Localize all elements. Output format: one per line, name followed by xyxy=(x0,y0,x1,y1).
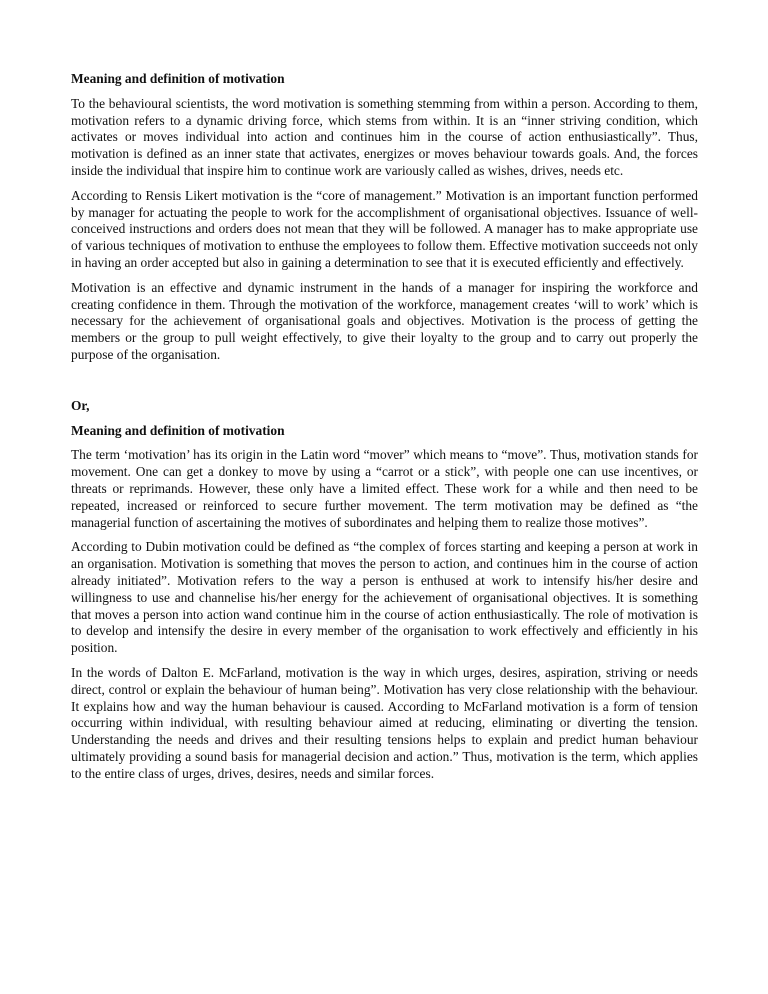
section-heading-1: Meaning and definition of motivation xyxy=(71,71,285,86)
spacer xyxy=(71,372,698,398)
paragraph-dynamic-instrument: Motivation is an effective and dynamic instrument in the hands of a manager for inspiring the workforce and creating confidence in them. Through the motivation of the workforce, management creates ‘will to work’ which is necessary for the achievement of organisational goals and objectives. Motivation is the process of getting the members or the group to pull weight effectively, to give their loyalty to the group and to carry out properly the purpose of the organisation. xyxy=(71,279,698,362)
paragraph-mcfarland: In the words of Dalton E. McFarland, motivation is the way in which urges, desires, aspiration, striving or needs direct, control or explain the behaviour of human being”. Motivation has very close relationship with the behaviour. It explains how and way the human behaviour is caused. According to McFarland motivation is a form of tension occurring within individual, with resulting behaviour aimed at reducing, eliminating or diverting the tension. Understanding the needs and drives and their resulting tensions helps to explain and predict human behaviour ultimately providing a sound basis for managerial decision and action.” Thus, motivation is the term, which applies to the entire class of urges, drives, desires, needs and similar forces. xyxy=(71,664,698,781)
separator-or: Or, xyxy=(71,397,90,413)
paragraph-rensis-likert: According to Rensis Likert motivation is the “core of management.” Motivation is an important function performed by manager for actuating the people to work for the accomplishment of organisational objectives. Issuance of well-conceived instructions and orders does not mean that they will be followed. A manager has to make appropriate use of various techniques of motivation to enthuse the employees to follow them. Effective motivation succeeds not only in having an order accepted but also in gaining a determination to see that it is executed efficiently and effectively. xyxy=(71,187,698,270)
paragraph-dubin: According to Dubin motivation could be defined as “the complex of forces starting and keeping a person at work in an organisation. Motivation is something that moves the person to action, and continues him in the course of action already initiated”. Motivation refers to the way a person is enthused at work to intensify his/her desire and willingness to use and channelise his/her energy for the achievement of organisational objectives. It is something that moves a person into action wand continue him in the course of action enthusiastically. The role of motivation is to develop and intensify the desire in every member of the organisation to work effectively and efficiently in his position. xyxy=(71,539,698,656)
document-page xyxy=(71,71,698,790)
paragraph-behavioural-scientists: To the behavioural scientists, the word motivation is something stemming from within a person. According to them, motivation refers to a dynamic driving force, which stems from within. It is an “inner striving condition, which activates or moves individual into action and continues him in the course of action enthusiastically”. Thus, motivation is defined as an inner state that activates, energizes or moves behaviour towards goals. And, the forces inside the individual that inspire him to continue work are variously called as wishes, drives, needs etc. xyxy=(71,95,698,178)
section-heading-2: Meaning and definition of motivation xyxy=(71,422,285,438)
paragraph-latin-origin: The term ‘motivation’ has its origin in the Latin word “mover” which means to “move”. Thus, motivation stands for movement. One can get a donkey to move by using a “carrot or a stick”, with people one can use incentives, or threats or reprimands. However, these only have a limited effect. These work for a while and then need to be repeated, increased or reinforced to secure further movement. The term motivation may be defined as “the managerial function of ascertaining the motives of subordinates and helping them to realize those motives”. xyxy=(71,447,698,530)
